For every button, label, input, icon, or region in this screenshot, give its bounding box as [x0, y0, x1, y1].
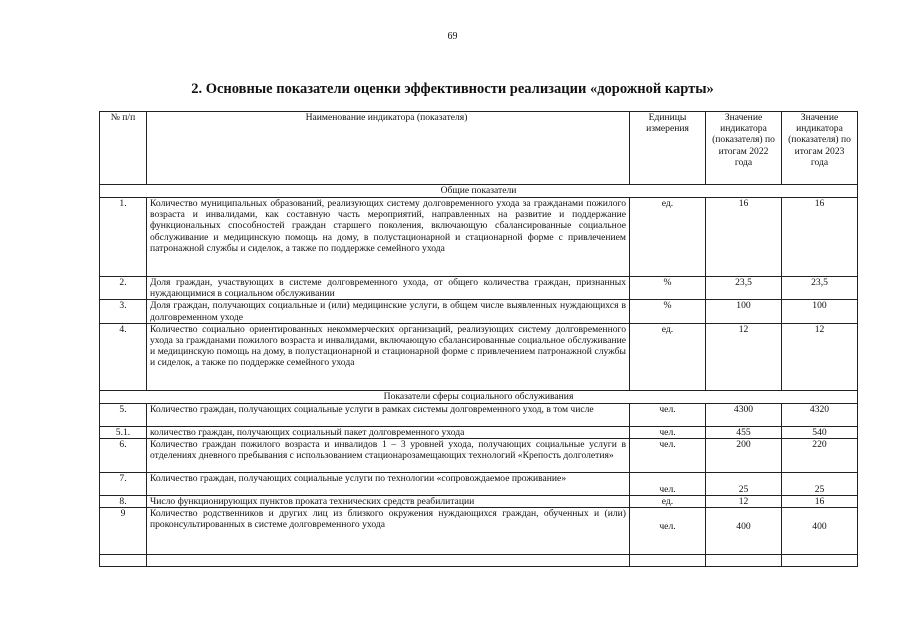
- row-indicator-name: Количество социально ориентированных некоммерческих организаций, реализующих систему долговременного ухода за гражданами пожилого возраста и инвалидами, включающую сбалансированные социальное обслуживание и медицинскую помощь на дому, в полустационарной и стационарной форме с привлечением патронажной службы и сиделок, а также по поддержке семейного ухода: [147, 323, 630, 390]
- section-row: [100, 390, 858, 403]
- row-number: 2.: [100, 277, 147, 300]
- table-row: [100, 403, 858, 426]
- row-number: 9: [100, 507, 147, 554]
- page-number: 69: [447, 31, 458, 42]
- empty-cell: [630, 554, 706, 566]
- row-value-2023: 100: [782, 300, 858, 323]
- row-unit: чел.: [630, 507, 706, 554]
- row-number: 4.: [100, 323, 147, 390]
- table-row: [100, 438, 858, 472]
- table-header-row: [100, 112, 858, 185]
- row-value-2022: 12: [706, 495, 782, 507]
- row-value-2022: 25: [706, 472, 782, 495]
- row-number: 1.: [100, 198, 147, 277]
- header-value-2023: Значение индикатора (показателя) по итогам 2023 года: [782, 112, 858, 185]
- row-number: 7.: [100, 472, 147, 495]
- row-value-2023: 220: [782, 438, 858, 472]
- header-name: Наименование индикатора (показателя): [147, 112, 630, 185]
- row-value-2023: 400: [782, 507, 858, 554]
- empty-cell: [147, 554, 630, 566]
- row-value-2023: 4320: [782, 403, 858, 426]
- row-indicator-name: Количество граждан, получающих социальные услуги по технологии «сопровождаемое проживание»: [147, 472, 630, 495]
- row-indicator-name: Количество граждан пожилого возраста и инвалидов 1 – 3 уровней ухода, получающих социальные услуги в отделениях дневного пребывания с использованием стационарозамещающих технологий «Крепость долголетия»: [147, 438, 630, 472]
- row-value-2023: 23,5: [782, 277, 858, 300]
- row-unit: чел.: [630, 438, 706, 472]
- row-value-2022: 100: [706, 300, 782, 323]
- row-value-2022: 12: [706, 323, 782, 390]
- row-unit: чел.: [630, 426, 706, 438]
- table-row: [100, 507, 858, 554]
- row-unit: чел.: [630, 472, 706, 495]
- row-indicator-name: Количество родственников и других лиц из близкого окружения нуждающихся граждан, обученных и (или) проконсультированных в системе долговременного ухода: [147, 507, 630, 554]
- row-indicator-name: Число функционирующих пунктов проката технических средств реабилитации: [147, 495, 630, 507]
- row-unit: %: [630, 300, 706, 323]
- row-number: 6.: [100, 438, 147, 472]
- row-value-2023: 25: [782, 472, 858, 495]
- row-value-2022: 4300: [706, 403, 782, 426]
- section-title: Показатели сферы социального обслуживания: [100, 390, 858, 403]
- table-row: [100, 472, 858, 495]
- empty-cell: [706, 554, 782, 566]
- header-num: № п/п: [100, 112, 147, 185]
- table-row: [100, 300, 858, 323]
- table-row: [100, 426, 858, 438]
- row-indicator-name: Доля граждан, участвующих в системе долговременного ухода, от общего количества граждан, признанных нуждающимися в социальном обслуживании: [147, 277, 630, 300]
- table-row: [100, 495, 858, 507]
- row-indicator-name: Количество граждан, получающих социальные услуги в рамках системы долговременного уход, в том числе: [147, 403, 630, 426]
- row-unit: чел.: [630, 403, 706, 426]
- row-value-2022: 23,5: [706, 277, 782, 300]
- row-value-2022: 455: [706, 426, 782, 438]
- section-title: Общие показатели: [100, 185, 858, 198]
- row-value-2023: 12: [782, 323, 858, 390]
- row-value-2022: 400: [706, 507, 782, 554]
- empty-cell: [782, 554, 858, 566]
- table-row: [100, 198, 858, 277]
- table-row: [100, 277, 858, 300]
- row-unit: %: [630, 277, 706, 300]
- row-unit: ед.: [630, 495, 706, 507]
- indicators-table: [99, 111, 858, 567]
- empty-row: [100, 554, 858, 566]
- row-indicator-name: Количество муниципальных образований, реализующих систему долговременного ухода за гражданами пожилого возраста и инвалидами, как составную часть мероприятий, направленных на развитие и поддержание функциональных способностей граждан старшего поколения, включающую сбалансированные социальное обслуживание и медицинскую помощь на дому, в полустационарной и стационарной форме с привлечением патронажной службы и сиделок, а также по поддержке семейного ухода: [147, 198, 630, 277]
- row-value-2023: 16: [782, 495, 858, 507]
- empty-cell: [100, 554, 147, 566]
- row-number: 3.: [100, 300, 147, 323]
- row-number: 5.1.: [100, 426, 147, 438]
- table-row: [100, 323, 858, 390]
- row-number: 8.: [100, 495, 147, 507]
- row-value-2023: 540: [782, 426, 858, 438]
- section-row: [100, 185, 858, 198]
- header-unit: Единицы измерения: [630, 112, 706, 185]
- row-indicator-name: Доля граждан, получающих социальные и (или) медицинские услуги, в общем числе выявленных нуждающихся в долговременном уходе: [147, 300, 630, 323]
- page-title: 2. Основные показатели оценки эффективности реализации «дорожной карты»: [191, 81, 714, 97]
- row-unit: ед.: [630, 323, 706, 390]
- row-number: 5.: [100, 403, 147, 426]
- header-value-2022: Значение индикатора (показателя) по итогам 2022 года: [706, 112, 782, 185]
- row-value-2023: 16: [782, 198, 858, 277]
- row-value-2022: 16: [706, 198, 782, 277]
- row-unit: ед.: [630, 198, 706, 277]
- row-value-2022: 200: [706, 438, 782, 472]
- row-indicator-name: количество граждан, получающих социальный пакет долговременного ухода: [147, 426, 630, 438]
